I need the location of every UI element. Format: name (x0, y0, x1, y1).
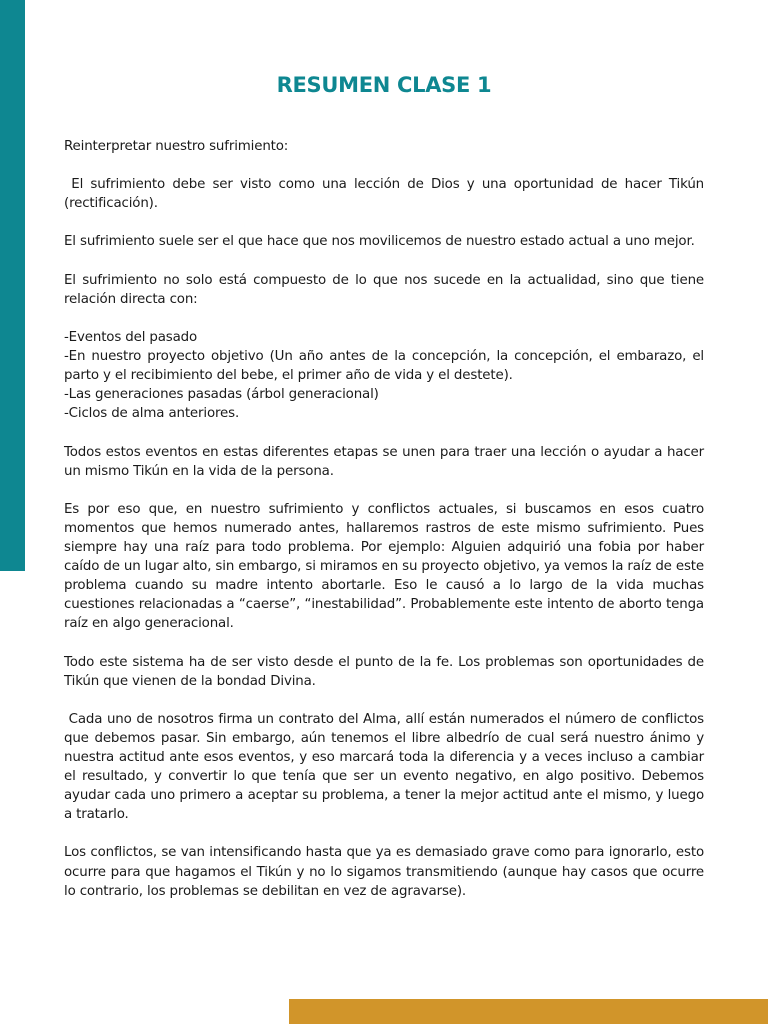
page-title: RESUMEN CLASE 1 (276, 73, 492, 97)
paragraph: Cada uno de nosotros firma un contrato del Alma, allí están numerados el número de conflictos que debemos pasar. Sin embargo, aún tenemos el libre albedrío de cual será nuestro ánimo y nuestra actitud ante esos eventos, y eso marcará toda la diferencia y a veces incluso a cambiar el resultado, y convertir lo que tenía que ser un evento negativo, en algo positivo. Debemos ayudar cada uno primero a aceptar su problema, a tener la mejor actitud ante el mismo, y luego a tratarlo. (64, 711, 704, 823)
paragraph: El sufrimiento debe ser visto como una lección de Dios y una oportunidad de hacer Tikún (rectificación). (64, 177, 704, 212)
list-item: -Eventos del pasado (64, 329, 198, 345)
list-item: -En nuestro proyecto objetivo (Un año antes de la concepción, la concepción, el embarazo, el parto y el recibimiento del bebe, el primer año de vida y el destete). (64, 349, 704, 384)
document-body (64, 137, 704, 901)
bottom-accent-bar (289, 999, 768, 1024)
list-item: -Ciclos de alma anteriores. (64, 406, 240, 422)
paragraph: Todo este sistema ha de ser visto desde el punto de la fe. Los problemas son oportunidades de Tikún que vienen de la bondad Divina. (64, 654, 704, 689)
list-item: -Las generaciones pasadas (árbol generacional) (64, 387, 379, 403)
paragraph: El sufrimiento no solo está compuesto de lo que nos sucede en la actualidad, sino que tiene relación directa con: (64, 272, 704, 307)
paragraph: Todos estos eventos en estas diferentes etapas se unen para traer una lección o ayudar a hacer un mismo Tikún en la vida de la persona. (64, 444, 704, 479)
paragraph: El sufrimiento suele ser el que hace que nos movilicemos de nuestro estado actual a uno mejor. (64, 234, 695, 250)
paragraph: Los conflictos, se van intensificando hasta que ya es demasiado grave como para ignorarlo, esto ocurre para que hagamos el Tikún y no lo sigamos transmitiendo (aunque hay casos que ocurre lo contrario, los problemas se debilitan en vez de agravarse). (64, 845, 704, 899)
paragraph-intro: Reinterpretar nuestro sufrimiento: (64, 139, 289, 154)
paragraph: Es por eso que, en nuestro sufrimiento y conflictos actuales, si buscamos en esos cuatro momentos que hemos numerado antes, hallaremos rastros de este mismo sufrimiento. Pues siempre hay una raíz para todo problema. Por ejemplo: Alguien adquirió una fobia por haber caído de un lugar alto, sin embargo, si miramos en su proyecto objetivo, ya vemos la raíz de este problema cuando su madre intento abortarle. Eso le causó a lo largo de la vida muchas cuestiones relacionadas a “caerse”, “inestabilidad”. Probablemente este intento de aborto tenga raíz en algo generacional. (64, 501, 704, 632)
